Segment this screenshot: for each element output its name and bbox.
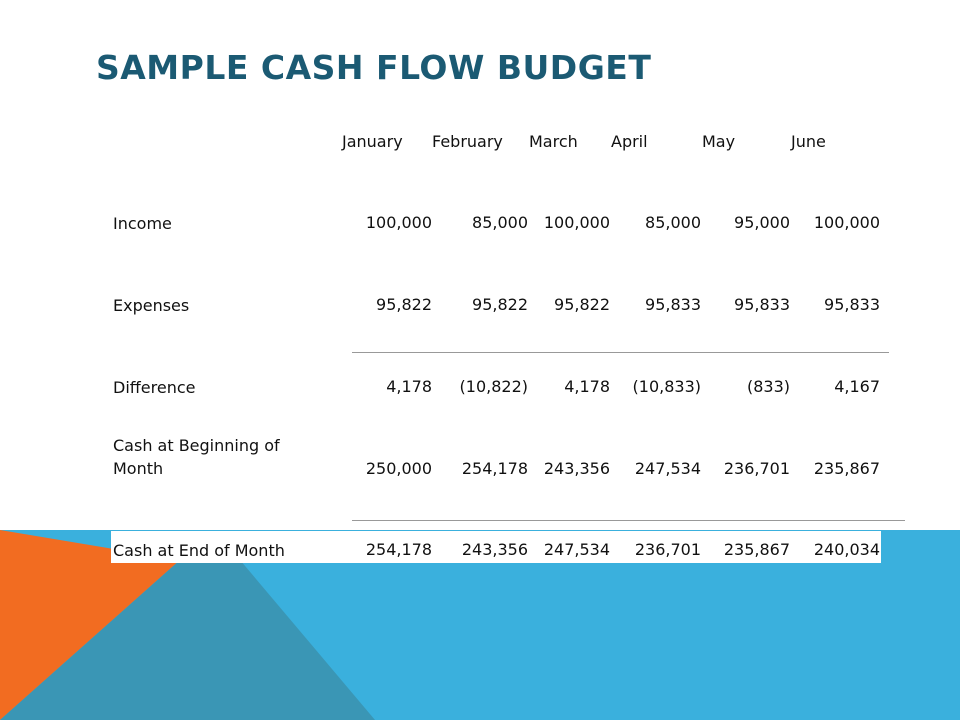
month-header: March [529, 132, 578, 151]
table-cell: 100,000 [813, 213, 880, 232]
total-rule [352, 520, 905, 521]
month-header: January [342, 132, 403, 151]
table-cell: (10,822) [459, 377, 528, 396]
table-cell: (833) [746, 377, 790, 396]
table-cell: 247,534 [543, 540, 610, 559]
month-header: May [702, 132, 736, 151]
table-cell: 235,867 [813, 459, 880, 478]
row-label: Expenses [113, 296, 190, 315]
month-header: June [791, 132, 826, 151]
table-cell: 243,356 [461, 540, 528, 559]
table-cell: 95,000 [734, 213, 790, 232]
row-label: Cash at End of Month [113, 541, 285, 560]
table-cell: 240,034 [813, 540, 880, 559]
row-label: Difference [113, 378, 196, 397]
subtotal-rule [352, 352, 889, 353]
table-cell: 4,167 [834, 377, 880, 396]
table-cell: 95,822 [554, 295, 610, 314]
table-cell: 254,178 [461, 459, 528, 478]
table-cell: 236,701 [634, 540, 701, 559]
table-cell: 95,833 [645, 295, 701, 314]
month-header: February [432, 132, 503, 151]
table-cell: 100,000 [543, 213, 610, 232]
row-label: Cash at Beginning of Month [113, 436, 280, 478]
row-label: Income [113, 214, 172, 233]
table-cell: 254,178 [365, 540, 432, 559]
table-cell: (10,833) [632, 377, 701, 396]
table-cell: 247,534 [634, 459, 701, 478]
table-cell: 100,000 [365, 213, 432, 232]
month-header: April [611, 132, 648, 151]
table-cell: 236,701 [723, 459, 790, 478]
table-cell: 85,000 [645, 213, 701, 232]
table-cell: 95,833 [734, 295, 790, 314]
slide-title: SAMPLE CASH FLOW BUDGET [96, 48, 652, 87]
table-cell: 4,178 [564, 377, 610, 396]
table-cell: 95,822 [472, 295, 528, 314]
table-cell: 235,867 [723, 540, 790, 559]
table-cell: 243,356 [543, 459, 610, 478]
table-cell: 85,000 [472, 213, 528, 232]
table-cell: 250,000 [365, 459, 432, 478]
table-cell: 95,822 [376, 295, 432, 314]
table-cell: 4,178 [386, 377, 432, 396]
table-cell: 95,833 [824, 295, 880, 314]
